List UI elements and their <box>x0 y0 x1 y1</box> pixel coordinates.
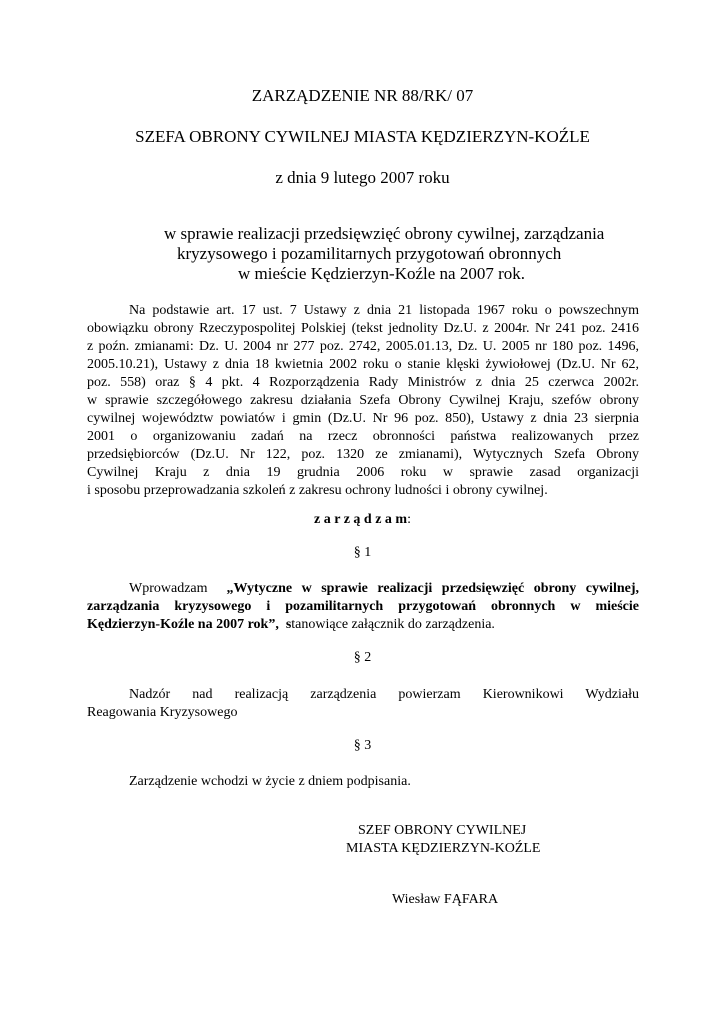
document-title: ZARZĄDZENIE NR 88/RK/ 07 <box>251 86 474 105</box>
signature-name: Wiesław FĄFARA <box>392 892 499 907</box>
preamble-line: z poźn. zmianami: Dz. U. 2004 nr 277 poz. 2742, 2005.01.13, Dz. U. 2005 nr 180 poz. 1496, <box>87 339 639 354</box>
preamble-line: 2005.10.21), Ustawy z dnia 18 kwietnia 2002 roku o stanie klęski żywiołowej (Dz.U. Nr 62, <box>87 357 639 372</box>
section-3-mark: § 3 <box>353 738 372 753</box>
section-3-text: Zarządzenie wchodzi w życie z dniem podpisania. <box>129 774 411 789</box>
section-2-line-2: Reagowania Kryzysowego <box>87 705 238 720</box>
section-1-intro: Wprowadzam <box>129 581 208 596</box>
section-1-rest: tanowiące załącznik do zarządzenia. <box>291 617 495 632</box>
preamble-line: cywilnej województw powiatów i gmin (Dz.U. Nr 96 poz. 850), Ustawy z dnia 23 sierpnia <box>87 411 639 426</box>
subject-line-2: kryzysowego i pozamilitarnych przygotowań obronnych <box>177 244 562 263</box>
preamble-line: przedsiębiorców (Dz.U. Nr 122, poz. 1320 ze zmianami), Wytycznych Szefa Obrony <box>87 447 639 462</box>
preamble-line: Na podstawie art. 17 ust. 7 Ustawy z dnia 21 listopada 1967 roku o powszechnym <box>129 303 639 318</box>
section-1-bold-2: zarządzania kryzysowego i pozamilitarnych przygotowań obronnych w mieście <box>87 599 639 614</box>
document-issuer: SZEFA OBRONY CYWILNEJ MIASTA KĘDZIERZYN-KOŹLE <box>135 127 590 146</box>
section-1-line-2 <box>87 598 639 615</box>
decree-colon: : <box>407 512 411 527</box>
preamble-line: obowiązku obrony Rzeczypospolitej Polskiej (tekst jednolity Dz.U. z 2004r. Nr 241 poz. 2416 <box>87 321 639 336</box>
signature-title-2: MIASTA KĘDZIERZYN-KOŹLE <box>346 841 541 856</box>
subject-line-1: w sprawie realizacji przedsięwzięć obrony cywilnej, zarządzania <box>164 224 605 243</box>
section-1-mark: § 1 <box>353 545 372 560</box>
section-1-bold-3: Kędzierzyn-Koźle na 2007 rok”, <box>87 617 279 632</box>
document-date: z dnia 9 lutego 2007 roku <box>275 168 450 187</box>
preamble-line: w sprawie szczegółowego zakresu działania Szefa Obrony Cywilnej Kraju, szefów obrony <box>87 393 639 408</box>
decree-word-text: z a r z ą d z a m <box>314 512 408 527</box>
preamble-line: 2001 o organizowaniu zadań na rzecz obronności państwa realizowanych przez <box>87 429 639 444</box>
preamble-line: i sposobu przeprowadzania szkoleń z zakresu ochrony ludności i obrony cywilnej. <box>87 483 548 498</box>
section-1-line-3 <box>87 616 639 633</box>
section-2-line-1: Nadzór nad realizacją zarządzenia powierzam Kierownikowi Wydziału <box>129 687 639 702</box>
preamble-line: Cywilnej Kraju z dnia 19 grudnia 2006 roku w sprawie zasad organizacji <box>87 465 639 480</box>
decree-word <box>0 512 725 528</box>
signature-title-1: SZEF OBRONY CYWILNEJ <box>358 823 527 838</box>
preamble-line: poz. 558) oraz § 4 pkt. 4 Rozporządzenia Rady Ministrów z dnia 25 czerwca 2002r. <box>87 375 639 390</box>
section-1-bold-s: s <box>285 617 292 632</box>
section-2-mark: § 2 <box>353 650 372 665</box>
section-1-bold-1: „Wytyczne w sprawie realizacji przedsięwzięć obrony cywilnej, <box>226 581 640 596</box>
section-1-line-1 <box>129 580 639 597</box>
subject-line-3: w mieście Kędzierzyn-Koźle na 2007 rok. <box>238 264 525 283</box>
